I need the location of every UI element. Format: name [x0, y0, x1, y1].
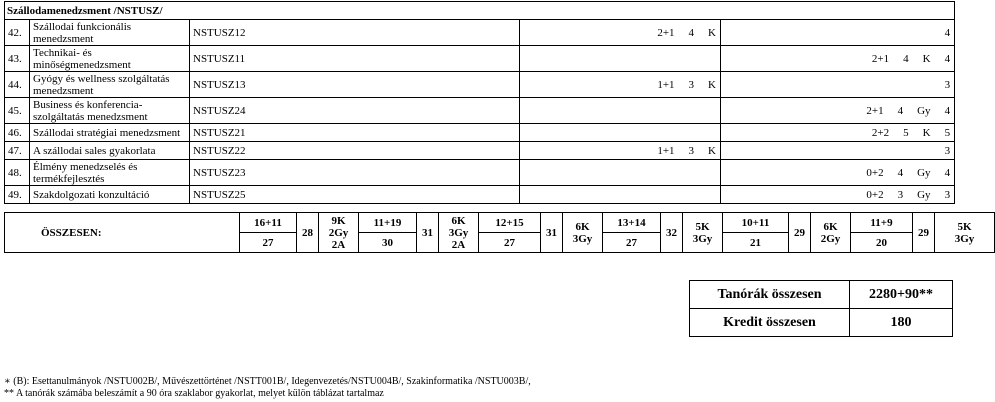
course-total-credit: 3 [944, 144, 951, 157]
semester-evaluations [811, 213, 851, 253]
course-name: Technikai- és minőségmenedzsment [30, 46, 190, 72]
semester-exam: 9K [331, 214, 346, 227]
course-hours: 2+1 [866, 104, 884, 117]
semester-total: 27 [603, 233, 661, 253]
course-credit: 3 [688, 144, 695, 157]
semester-exam: 6K [451, 214, 466, 227]
course-hours: 1+1 [657, 78, 675, 91]
course-code: NSTUSZ21 [190, 124, 520, 142]
total-cell [721, 46, 955, 72]
total-credit-label: Kredit összesen [690, 309, 850, 337]
course-credit: 3 [897, 188, 904, 201]
total-cell [721, 142, 955, 160]
semester-practice: 3Gy [572, 232, 593, 245]
course-name: Szállodai funkcionális menedzsment [30, 20, 190, 46]
course-eval: K [708, 78, 716, 91]
course-hours: 2+1 [657, 26, 675, 39]
course-eval: K [922, 126, 931, 139]
course-code: NSTUSZ11 [190, 46, 520, 72]
total-cell [721, 124, 955, 142]
semester-cell [520, 46, 721, 72]
course-row [5, 72, 955, 98]
semester-practice: 3Gy [448, 226, 469, 239]
course-hours: 0+2 [866, 188, 884, 201]
semester-evaluations [563, 213, 603, 253]
semester-hours: 11+9 [851, 213, 913, 233]
total-cell [721, 72, 955, 98]
course-total-credit: 4 [944, 52, 951, 65]
total-cell [721, 160, 955, 186]
semester-credits: 29 [789, 213, 811, 253]
total-cell [721, 98, 955, 124]
course-code: NSTUSZ23 [190, 160, 520, 186]
semester-practice: 3Gy [954, 232, 975, 245]
semester-exam: 6K [575, 220, 590, 233]
semester-total: 27 [479, 233, 541, 253]
course-code: NSTUSZ25 [190, 186, 520, 204]
course-row [5, 142, 955, 160]
totals-table [689, 280, 953, 337]
course-hours: 2+1 [871, 52, 890, 65]
course-row [5, 186, 955, 204]
semester-total: 27 [240, 233, 297, 253]
semester-credits: 29 [913, 213, 935, 253]
semester-credits: 31 [541, 213, 563, 253]
course-eval: Gy [917, 104, 931, 117]
course-total-credit: 5 [944, 126, 951, 139]
semester-exam: 5K [957, 220, 972, 233]
course-credit: 4 [897, 104, 904, 117]
course-name: A szállodai sales gyakorlata [30, 142, 190, 160]
course-credit: 5 [903, 126, 909, 139]
semester-exam: 5K [695, 220, 710, 233]
semester-credits: 28 [297, 213, 319, 253]
course-credit: 4 [897, 166, 904, 179]
semester-cell [520, 98, 721, 124]
course-name: Business és konferencia-szolgáltatás menedzsment [30, 98, 190, 124]
course-hours: 0+2 [866, 166, 884, 179]
footnotes [4, 376, 531, 400]
course-eval: K [708, 144, 716, 157]
total-cell [721, 20, 955, 46]
semester-cell [520, 20, 721, 46]
semester-evaluations [319, 213, 359, 253]
course-credit: 3 [688, 78, 695, 91]
summary-table [4, 212, 995, 253]
course-eval: Gy [917, 188, 931, 201]
course-credit: 4 [688, 26, 695, 39]
course-number: 46. [5, 124, 30, 142]
semester-evaluations [935, 213, 995, 253]
semester-cell [520, 124, 721, 142]
course-code: NSTUSZ24 [190, 98, 520, 124]
semester-practice: 2Gy [820, 232, 841, 245]
total-hours-label: Tanórák összesen [690, 281, 850, 309]
semester-cell [520, 72, 721, 98]
semester-hours: 10+11 [723, 213, 789, 233]
course-name: Élmény menedzselés és termékfejlesztés [30, 160, 190, 186]
course-total-credit: 3 [944, 188, 951, 201]
course-code: NSTUSZ13 [190, 72, 520, 98]
course-eval: K [708, 26, 716, 39]
course-total-credit: 4 [944, 26, 951, 39]
course-hours: 2+2 [871, 126, 890, 139]
semester-total: 30 [359, 233, 417, 253]
semester-cell [520, 186, 721, 204]
course-name: Gyógy és wellness szolgáltatás menedzsment [30, 72, 190, 98]
course-row [5, 20, 955, 46]
course-row [5, 46, 955, 72]
course-table [4, 1, 955, 204]
semester-cell [520, 142, 721, 160]
total-hours-value: 2280+90** [850, 281, 953, 309]
semester-practice: 2Gy [328, 226, 349, 239]
course-eval: Gy [917, 166, 931, 179]
course-total-credit: 3 [944, 78, 951, 91]
summary-label: ÖSSZESEN: [5, 213, 240, 253]
semester-credits: 32 [661, 213, 683, 253]
total-credit-value: 180 [850, 309, 953, 337]
course-name: Szakdolgozati konzultáció [30, 186, 190, 204]
course-number: 47. [5, 142, 30, 160]
course-number: 43. [5, 46, 30, 72]
semester-total: 20 [851, 233, 913, 253]
footnote-hours: ** A tanórák számába beleszámít a 90 óra szaklabor gyakorlat, melyet külön táblázat tartalmaz [4, 388, 384, 399]
course-code: NSTUSZ12 [190, 20, 520, 46]
semester-hours: 11+19 [359, 213, 417, 233]
semester-evaluations [439, 213, 479, 253]
course-total-credit: 4 [944, 166, 951, 179]
course-row [5, 124, 955, 142]
course-credit: 4 [903, 52, 909, 65]
course-row [5, 98, 955, 124]
semester-hours: 16+11 [240, 213, 297, 233]
semester-hours: 12+15 [479, 213, 541, 233]
course-total-credit: 4 [944, 104, 951, 117]
semester-evaluations [683, 213, 723, 253]
semester-cell [520, 160, 721, 186]
course-code: NSTUSZ22 [190, 142, 520, 160]
semester-sign: 2A [451, 238, 466, 251]
course-name: Szállodai stratégiai menedzsment [30, 124, 190, 142]
course-number: 49. [5, 186, 30, 204]
course-number: 45. [5, 98, 30, 124]
course-number: 42. [5, 20, 30, 46]
semester-practice: 3Gy [692, 232, 713, 245]
course-eval: K [922, 52, 931, 65]
section-header: Szállodamenedzsment /NSTUSZ/ [5, 2, 955, 20]
semester-sign: 2A [331, 238, 346, 251]
total-cell [721, 186, 955, 204]
semester-total: 21 [723, 233, 789, 253]
course-number: 44. [5, 72, 30, 98]
course-number: 48. [5, 160, 30, 186]
semester-credits: 31 [417, 213, 439, 253]
semester-exam: 6K [823, 220, 838, 233]
course-hours: 1+1 [657, 144, 675, 157]
course-row [5, 160, 955, 186]
semester-hours: 13+14 [603, 213, 661, 233]
footnote-electives: ∗ (B): Esettanulmányok /NSTU002B/, Művészettörténet /NSTT001B/, Idegenvezetés/NSTU004B/, Szakinformatika /NSTU003B/, [4, 376, 531, 387]
